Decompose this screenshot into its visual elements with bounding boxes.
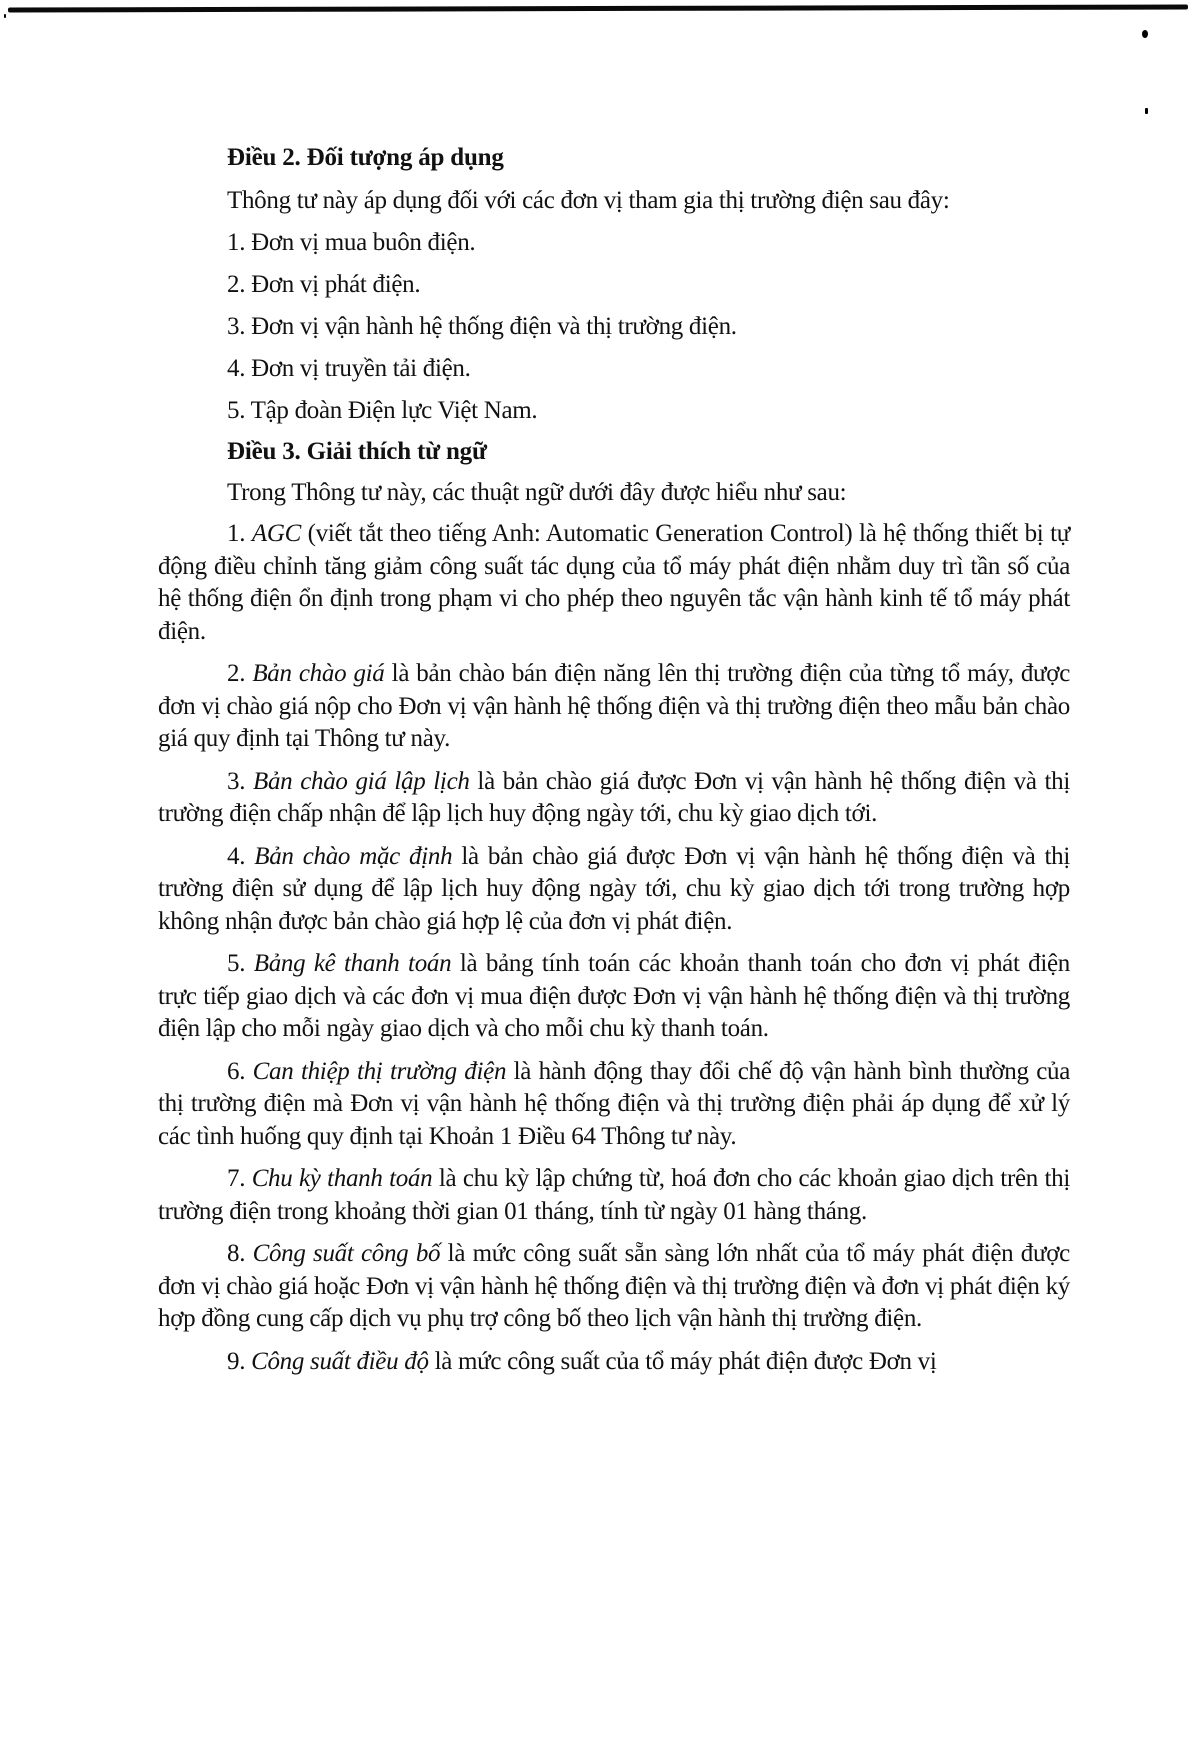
definition-paragraph <box>158 841 1070 939</box>
definition-term: Công suất điều độ <box>251 1347 429 1375</box>
definition-text: là bảng tính toán các khoản thanh toán cho đơn vị phát điện trực tiếp giao dịch và các đơn vị mua điện được Đơn vị vận hành hệ thống điện và thị trường điện lập cho mỗi ngày giao dịch và cho mỗi chu kỳ thanh toán. <box>158 950 1071 1042</box>
definition-term: Chu kỳ thanh toán <box>251 1165 433 1192</box>
definition-term: Công suất công bố <box>252 1240 441 1267</box>
definition-text: (viết tắt theo tiếng Anh: Automatic Generation Control) là hệ thống thiết bị tự động điều chỉnh tăng giảm công suất tác dụng của tổ máy phát điện nhằm duy trì tần số của hệ thống điện ổn định trong phạm vi cho phép theo nguyên tắc vận hành kinh tế tổ máy phát điện. <box>158 520 1070 645</box>
scan-artifact <box>1142 30 1148 38</box>
scan-artifact <box>4 14 6 18</box>
list-item: 1. Đơn vị mua buôn điện. <box>227 229 476 256</box>
definition-term: Bản chào mặc định <box>254 842 453 870</box>
definition-paragraph <box>158 1238 1070 1336</box>
definition-number: 2. <box>227 660 253 687</box>
definition-paragraph <box>158 1346 1070 1379</box>
definition-text: là bản chào bán điện năng lên thị trường điện của từng tổ máy, được đơn vị chào giá nộp cho Đơn vị vận hành hệ thống điện và thị trường điện theo mẫu bản chào giá quy định tại Thông tư này. <box>158 660 1070 752</box>
definition-text: là mức công suất của tổ máy phát điện được Đơn vị <box>428 1347 937 1375</box>
definition-number: 5. <box>227 950 254 977</box>
article-2-heading: Điều 2. Đối tượng áp dụng <box>227 144 504 171</box>
definition-term: Bản chào giá <box>252 660 385 687</box>
definition-text: là bản chào giá được Đơn vị vận hành hệ thống điện và thị trường điện chấp nhận để lập lịch huy động ngày tới, chu kỳ giao dịch tới. <box>158 767 1071 827</box>
article-2-intro: Thông tư này áp dụng đối với các đơn vị tham gia thị trường điện sau đây: <box>227 187 950 214</box>
definition-number: 1. <box>227 520 252 547</box>
list-item: 2. Đơn vị phát điện. <box>227 271 421 298</box>
definition-text: là chu kỳ lập chứng từ, hoá đơn cho các khoản giao dịch trên thị trường điện trong khoảng thời gian 01 tháng, tính từ ngày 01 hàng tháng. <box>158 1165 1070 1225</box>
definition-number: 7. <box>227 1165 252 1192</box>
article-2 <box>158 138 1070 432</box>
definition-number: 4. <box>227 842 255 870</box>
list-item: 5. Tập đoàn Điện lực Việt Nam. <box>227 397 538 424</box>
article-3-intro: Trong Thông tư này, các thuật ngữ dưới đây được hiểu như sau: <box>227 479 847 506</box>
definition-paragraph <box>158 1056 1070 1154</box>
definition-term: Bản chào giá lập lịch <box>253 767 470 795</box>
scan-artifact <box>1145 108 1148 114</box>
definition-term: AGC <box>251 520 301 547</box>
definition-number: 8. <box>227 1240 253 1267</box>
definition-text: là mức công suất sẵn sàng lớn nhất của tổ máy phát điện được đơn vị chào giá hoặc Đơn vị vận hành hệ thống điện và thị trường điện và đơn vị phát điện ký hợp đồng cung cấp dịch vụ phụ trợ công bố theo lịch vận hành thị trường điện. <box>158 1240 1070 1332</box>
definition-paragraph <box>158 658 1070 756</box>
definition-number: 9. <box>227 1347 252 1375</box>
definition-paragraph <box>158 766 1070 831</box>
definition-paragraph <box>158 1163 1070 1228</box>
definition-text: là hành động thay đổi chế độ vận hành bình thường của thị trường điện mà Đơn vị vận hành hệ thống điện và thị trường điện phải áp dụng để xử lý các tình huống quy định tại Khoản 1 Điều 64 Thông tư này. <box>158 1057 1071 1150</box>
top-border-rule <box>8 4 1188 12</box>
definition-number: 3. <box>227 767 254 795</box>
definition-paragraph <box>158 518 1070 648</box>
definition-text: là bản chào giá được Đơn vị vận hành hệ thống điện và thị trường điện sử dụng để lập lịch huy động ngày tới, chu kỳ giao dịch tới trong trường hợp không nhận được bản chào giá hợp lệ của đơn vị phát điện. <box>158 842 1071 935</box>
definition-term: Bảng kê thanh toán <box>253 950 452 977</box>
definition-term: Can thiệp thị trường điện <box>252 1057 507 1085</box>
definition-number: 6. <box>227 1057 253 1085</box>
list-item: 4. Đơn vị truyền tải điện. <box>227 355 471 382</box>
article-3-heading: Điều 3. Giải thích từ ngữ <box>227 438 487 465</box>
definition-paragraph <box>158 948 1070 1046</box>
document-page <box>158 138 1070 1388</box>
list-item: 3. Đơn vị vận hành hệ thống điện và thị trường điện. <box>227 313 737 340</box>
article-3 <box>158 432 1070 1378</box>
